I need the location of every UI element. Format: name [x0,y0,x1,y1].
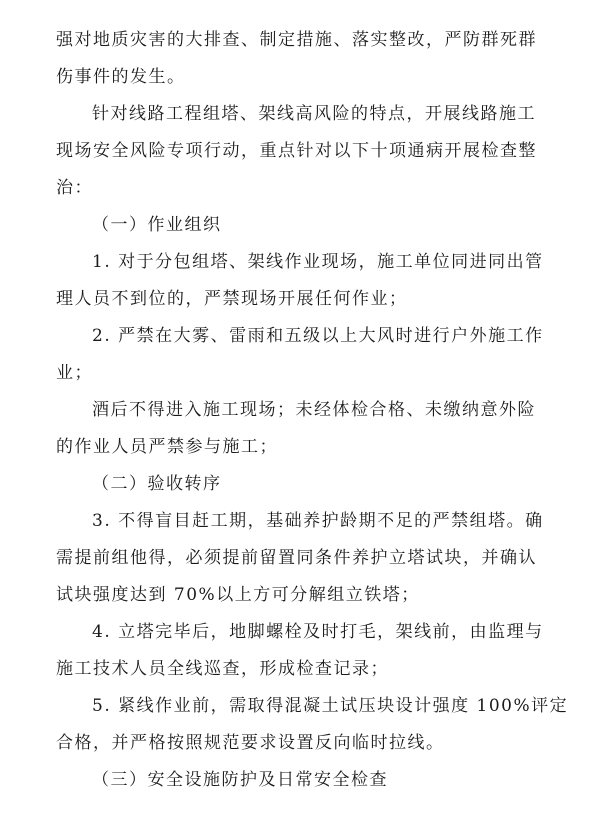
paragraph-line: 合格，并严格按照规范要求设置反向临时拉线。 [56,733,445,753]
paragraph-line: 伤事件的发生。 [56,67,186,87]
paragraph-line: 治： [56,178,93,198]
paragraph-line: 业； [56,363,93,383]
paragraph-line: 酒后不得进入施工现场；未经体检合格、未缴纳意外险 [92,400,536,420]
paragraph-line: 4. 立塔完毕后，地脚螺栓及时打毛，架线前，由监理与 [92,622,544,642]
paragraph-line: 针对线路工程组塔、架线高风险的特点，开展线路施工 [92,104,536,124]
paragraph-line: 强对地质灾害的大排查、制定措施、落实整改，严防群死群 [56,30,537,50]
section-heading: （一）作业组织 [92,215,222,235]
section-heading: （三）安全设施防护及日常安全检查 [92,770,388,790]
paragraph-line: 需提前组他得，必须提前留置同条件养护立塔试块，并确认 [56,548,537,568]
paragraph-line: 3. 不得盲目赶工期，基础养护龄期不足的严禁组塔。确 [92,511,544,531]
paragraph-line: 的作业人员严禁参与施工； [56,437,278,457]
paragraph-line: 现场安全风险专项行动，重点针对以下十项通病开展检查整 [56,141,537,161]
paragraph-line: 1. 对于分包组塔、架线作业现场，施工单位同进同出管 [92,252,544,272]
paragraph-line: 施工技术人员全线巡查，形成检查记录； [56,659,389,679]
paragraph-line: 理人员不到位的，严禁现场开展任何作业； [56,289,408,309]
paragraph-line: 试块强度达到 70%以上方可分解组立铁塔； [56,585,420,605]
paragraph-line: 5. 紧线作业前，需取得混凝土试压块设计强度 100%评定 [92,696,569,716]
paragraph-line: 2. 严禁在大雾、雷雨和五级以上大风时进行户外施工作 [92,326,544,346]
section-heading: （二）验收转序 [92,474,222,494]
